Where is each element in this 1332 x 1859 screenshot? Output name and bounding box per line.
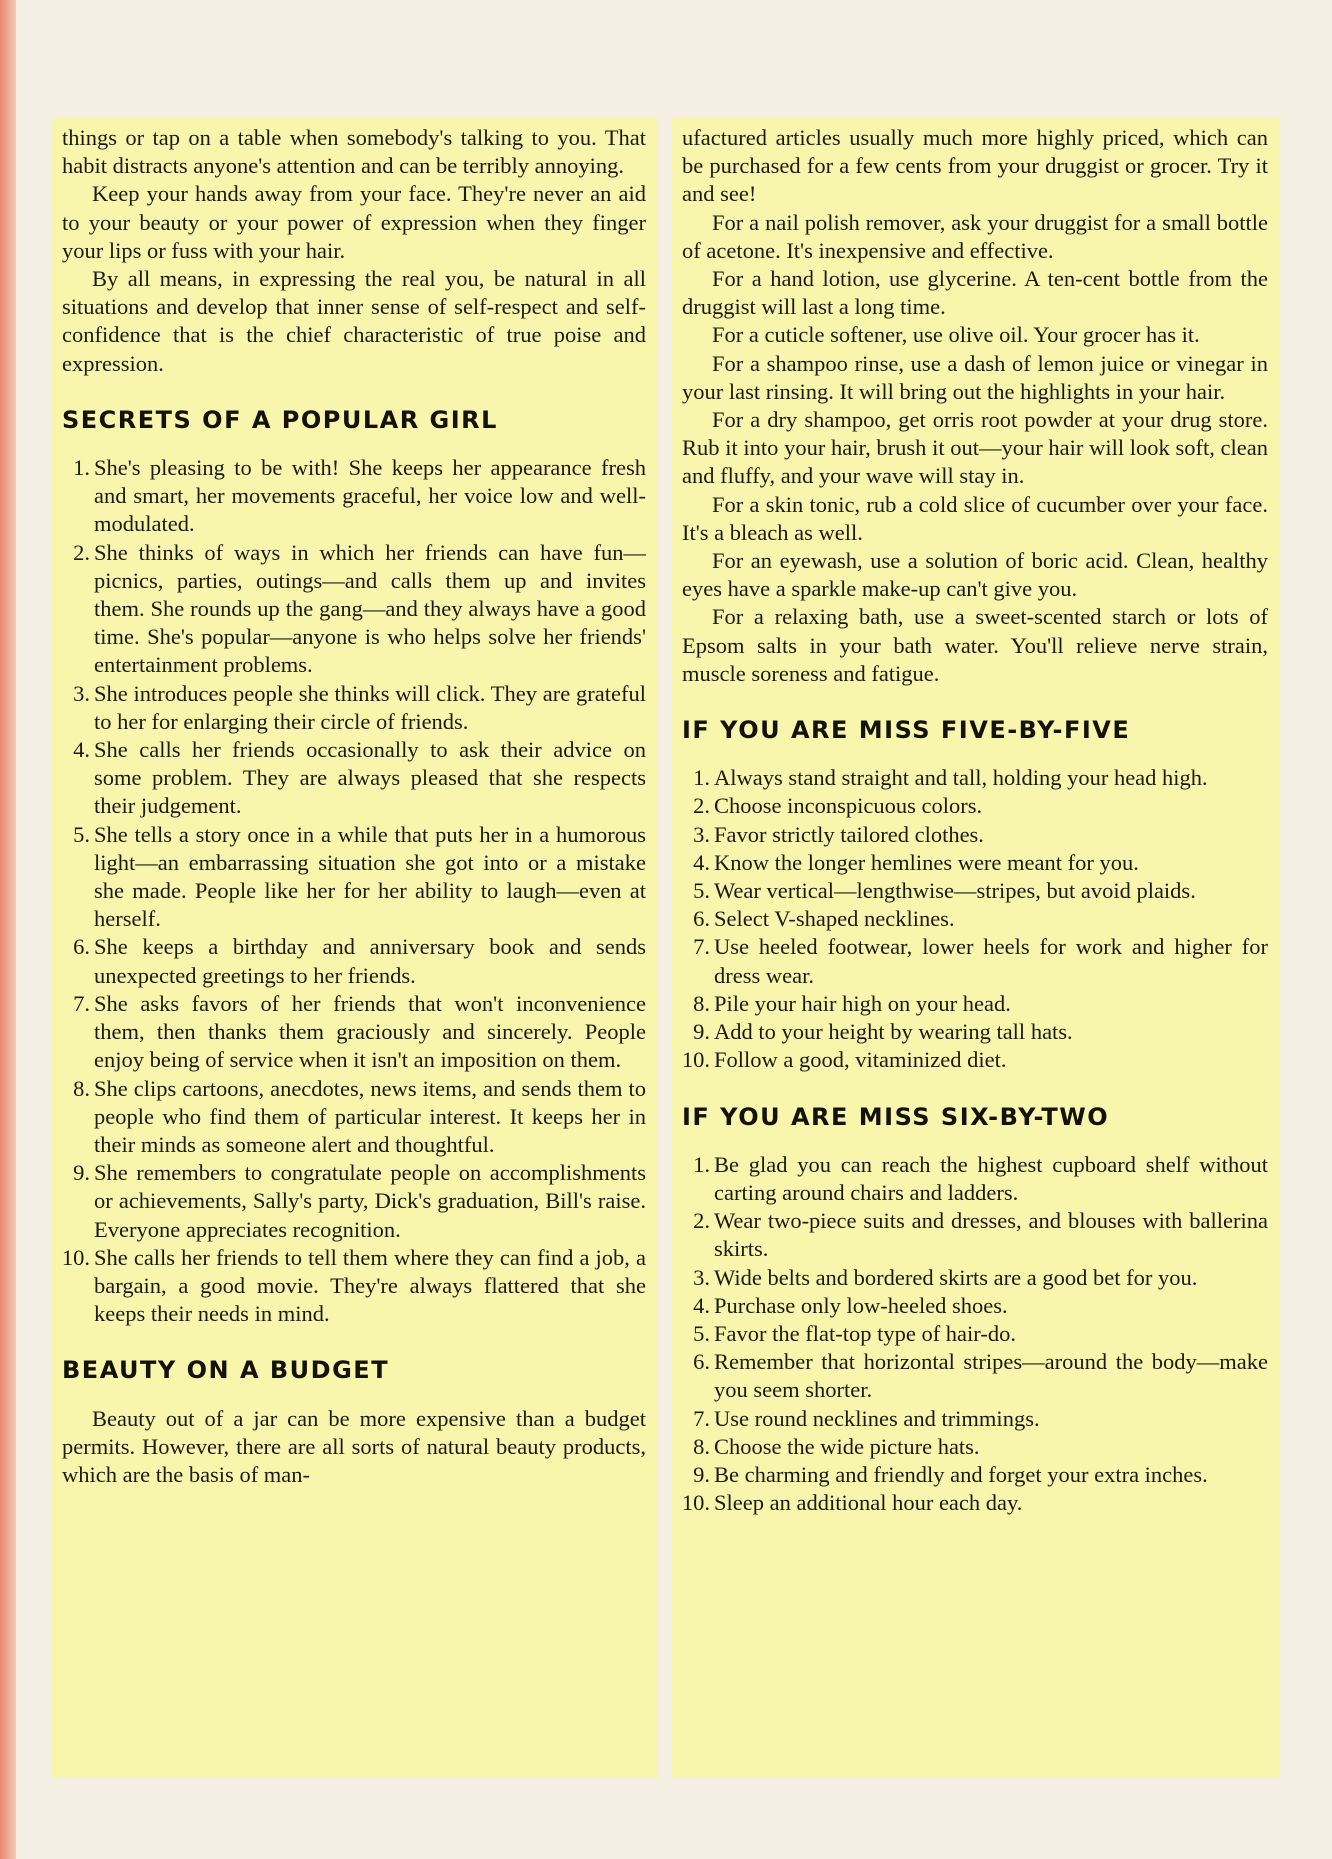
list-item: 9. Be charming and friendly and forget your extra inches. [693, 1461, 1208, 1487]
budget-paragraph: For a relaxing bath, use a sweet-scented starch or lots of Epsom salts in your bath water. You'll relieve nerve strain, muscle soreness and fatigue. [682, 604, 1268, 686]
list-item: 10. Sleep an additional hour each day. [681, 1490, 1023, 1516]
list-item: 6. Remember that horizontal stripes—around the body—make you seem shorter. [693, 1349, 1268, 1403]
list-item: 4. Purchase only low-heeled shoes. [693, 1292, 1008, 1318]
list-item: 10. She calls her friends to tell them where they can find a job, a bargain, a good movie. They're always flattered that she keeps their needs in mind. [61, 1244, 646, 1327]
section-heading-five-by-five: IF YOU ARE MISS FIVE-BY-FIVE [682, 716, 1131, 745]
list-item: 5. Wear vertical—lengthwise—stripes, but avoid plaids. [693, 878, 1196, 904]
five-by-five-list [682, 764, 1268, 1074]
budget-intro: Beauty out of a jar can be more expensive than a budget permits. However, there are all sorts of natural beauty products, which are the basis of man- [62, 1405, 646, 1487]
list-item: 5. Favor the flat-top type of hair-do. [693, 1320, 1016, 1346]
budget-paragraph: For an eyewash, use a solution of boric acid. Clean, healthy eyes have a sparkle make-up can't give you. [682, 548, 1268, 602]
budget-paragraph: For a skin tonic, rub a cold slice of cucumber over your face. It's a bleach as well. [682, 491, 1268, 545]
list-item: 1. Be glad you can reach the highest cupboard shelf without carting around chairs and ladders. [693, 1151, 1268, 1205]
six-by-two-list [682, 1151, 1268, 1518]
budget-paragraph: For a shampoo rinse, use a dash of lemon juice or vinegar in your last rinsing. It will bring out the highlights in your hair. [682, 350, 1268, 404]
popular-girl-list [62, 454, 646, 1328]
page-edge [0, 0, 16, 1859]
list-item: 7. Use round necklines and trimmings. [693, 1405, 1040, 1431]
list-item: 1. Always stand straight and tall, holding your head high. [693, 765, 1208, 791]
list-item: 3. Favor strictly tailored clothes. [693, 821, 984, 847]
list-item: 10. Follow a good, vitaminized diet. [681, 1047, 1007, 1073]
budget-paragraph: For a nail polish remover, ask your druggist for a small bottle of acetone. It's inexpensive and effective. [682, 209, 1268, 263]
list-item: 8. Choose the wide picture hats. [693, 1433, 980, 1459]
list-item: 2. Wear two-piece suits and dresses, and blouses with ballerina skirts. [693, 1208, 1268, 1262]
list-item: 1. She's pleasing to be with! She keeps her appearance fresh and smart, her movements graceful, her voice low and well-modulated. [73, 455, 646, 537]
list-item: 8. Pile your hair high on your head. [693, 990, 1011, 1016]
section-heading-popular-girl: SECRETS OF A POPULAR GIRL [62, 405, 498, 434]
budget-paragraph: For a dry shampoo, get orris root powder at your drug store. Rub it into your hair, brush it out—your hair will look soft, clean and fluffy, and your wave will stay in. [682, 407, 1268, 489]
left-column [52, 118, 658, 1778]
list-item: 4. She calls her friends occasionally to ask their advice on some problem. They are always pleased that she respects their judgement. [73, 737, 646, 819]
section-heading-beauty-budget: BEAUTY ON A BUDGET [62, 1356, 390, 1385]
section-heading-six-by-two: IF YOU ARE MISS SIX-BY-TWO [682, 1102, 1110, 1131]
list-item: 7. Use heeled footwear, lower heels for work and higher for dress wear. [693, 934, 1268, 988]
list-item: 5. She tells a story once in a while that puts her in a humorous light—an embarrassing situation she got into or a mistake she made. People like her for her ability to laugh—even at herself. [73, 821, 646, 932]
budget-paragraph: For a cuticle softener, use olive oil. Your grocer has it. [712, 322, 1200, 348]
list-item: 2. Choose inconspicuous colors. [693, 793, 983, 819]
budget-paragraph: ufactured articles usually much more highly priced, which can be purchased for a few cents from your druggist or grocer. Try it and see! [682, 125, 1268, 207]
right-column [672, 118, 1280, 1778]
list-item: 6. Select V-shaped necklines. [693, 906, 955, 932]
list-item: 7. She asks favors of her friends that won't inconvenience them, then thanks them graciously and sincerely. People enjoy being of service when it isn't an imposition on them. [73, 990, 646, 1073]
list-item: 8. She clips cartoons, anecdotes, news items, and sends them to people who find them of particular interest. It keeps her in their minds as someone alert and thoughtful. [73, 1075, 646, 1157]
budget-paragraph: For a hand lotion, use glycerine. A ten-cent bottle from the druggist will last a long time. [682, 266, 1268, 320]
intro-paragraph: By all means, in expressing the real you, be natural in all situations and develop that inner sense of self-respect and self-confidence that is the chief characteristic of true poise and expression. [62, 266, 646, 376]
list-item: 6. She keeps a birthday and anniversary book and sends unexpected greetings to her friends. [73, 934, 646, 988]
list-item: 3. Wide belts and bordered skirts are a good bet for you. [693, 1264, 1198, 1290]
list-item: 9. She remembers to congratulate people on accomplishments or achievements, Sally's party, Dick's graduation, Bill's raise. Everyone appreciates recognition. [73, 1160, 646, 1242]
intro-paragraph: things or tap on a table when somebody's talking to you. That habit distracts anyone's attention and can be terribly annoying. [62, 125, 646, 179]
list-item: 4. Know the longer hemlines were meant for you. [693, 849, 1139, 875]
list-item: 3. She introduces people she thinks will click. They are grateful to her for enlarging their circle of friends. [73, 680, 646, 734]
list-item: 2. She thinks of ways in which her friends can have fun—picnics, parties, outings—and calls them up and invites them. She rounds up the gang—and they always have a good time. She's popular—anyone is who helps solve her friends' entertainment problems. [73, 539, 646, 678]
intro-paragraph: Keep your hands away from your face. They're never an aid to your beauty or your power of expression when they finger your lips or fuss with your hair. [62, 181, 646, 263]
list-item: 9. Add to your height by wearing tall hats. [693, 1019, 1073, 1045]
